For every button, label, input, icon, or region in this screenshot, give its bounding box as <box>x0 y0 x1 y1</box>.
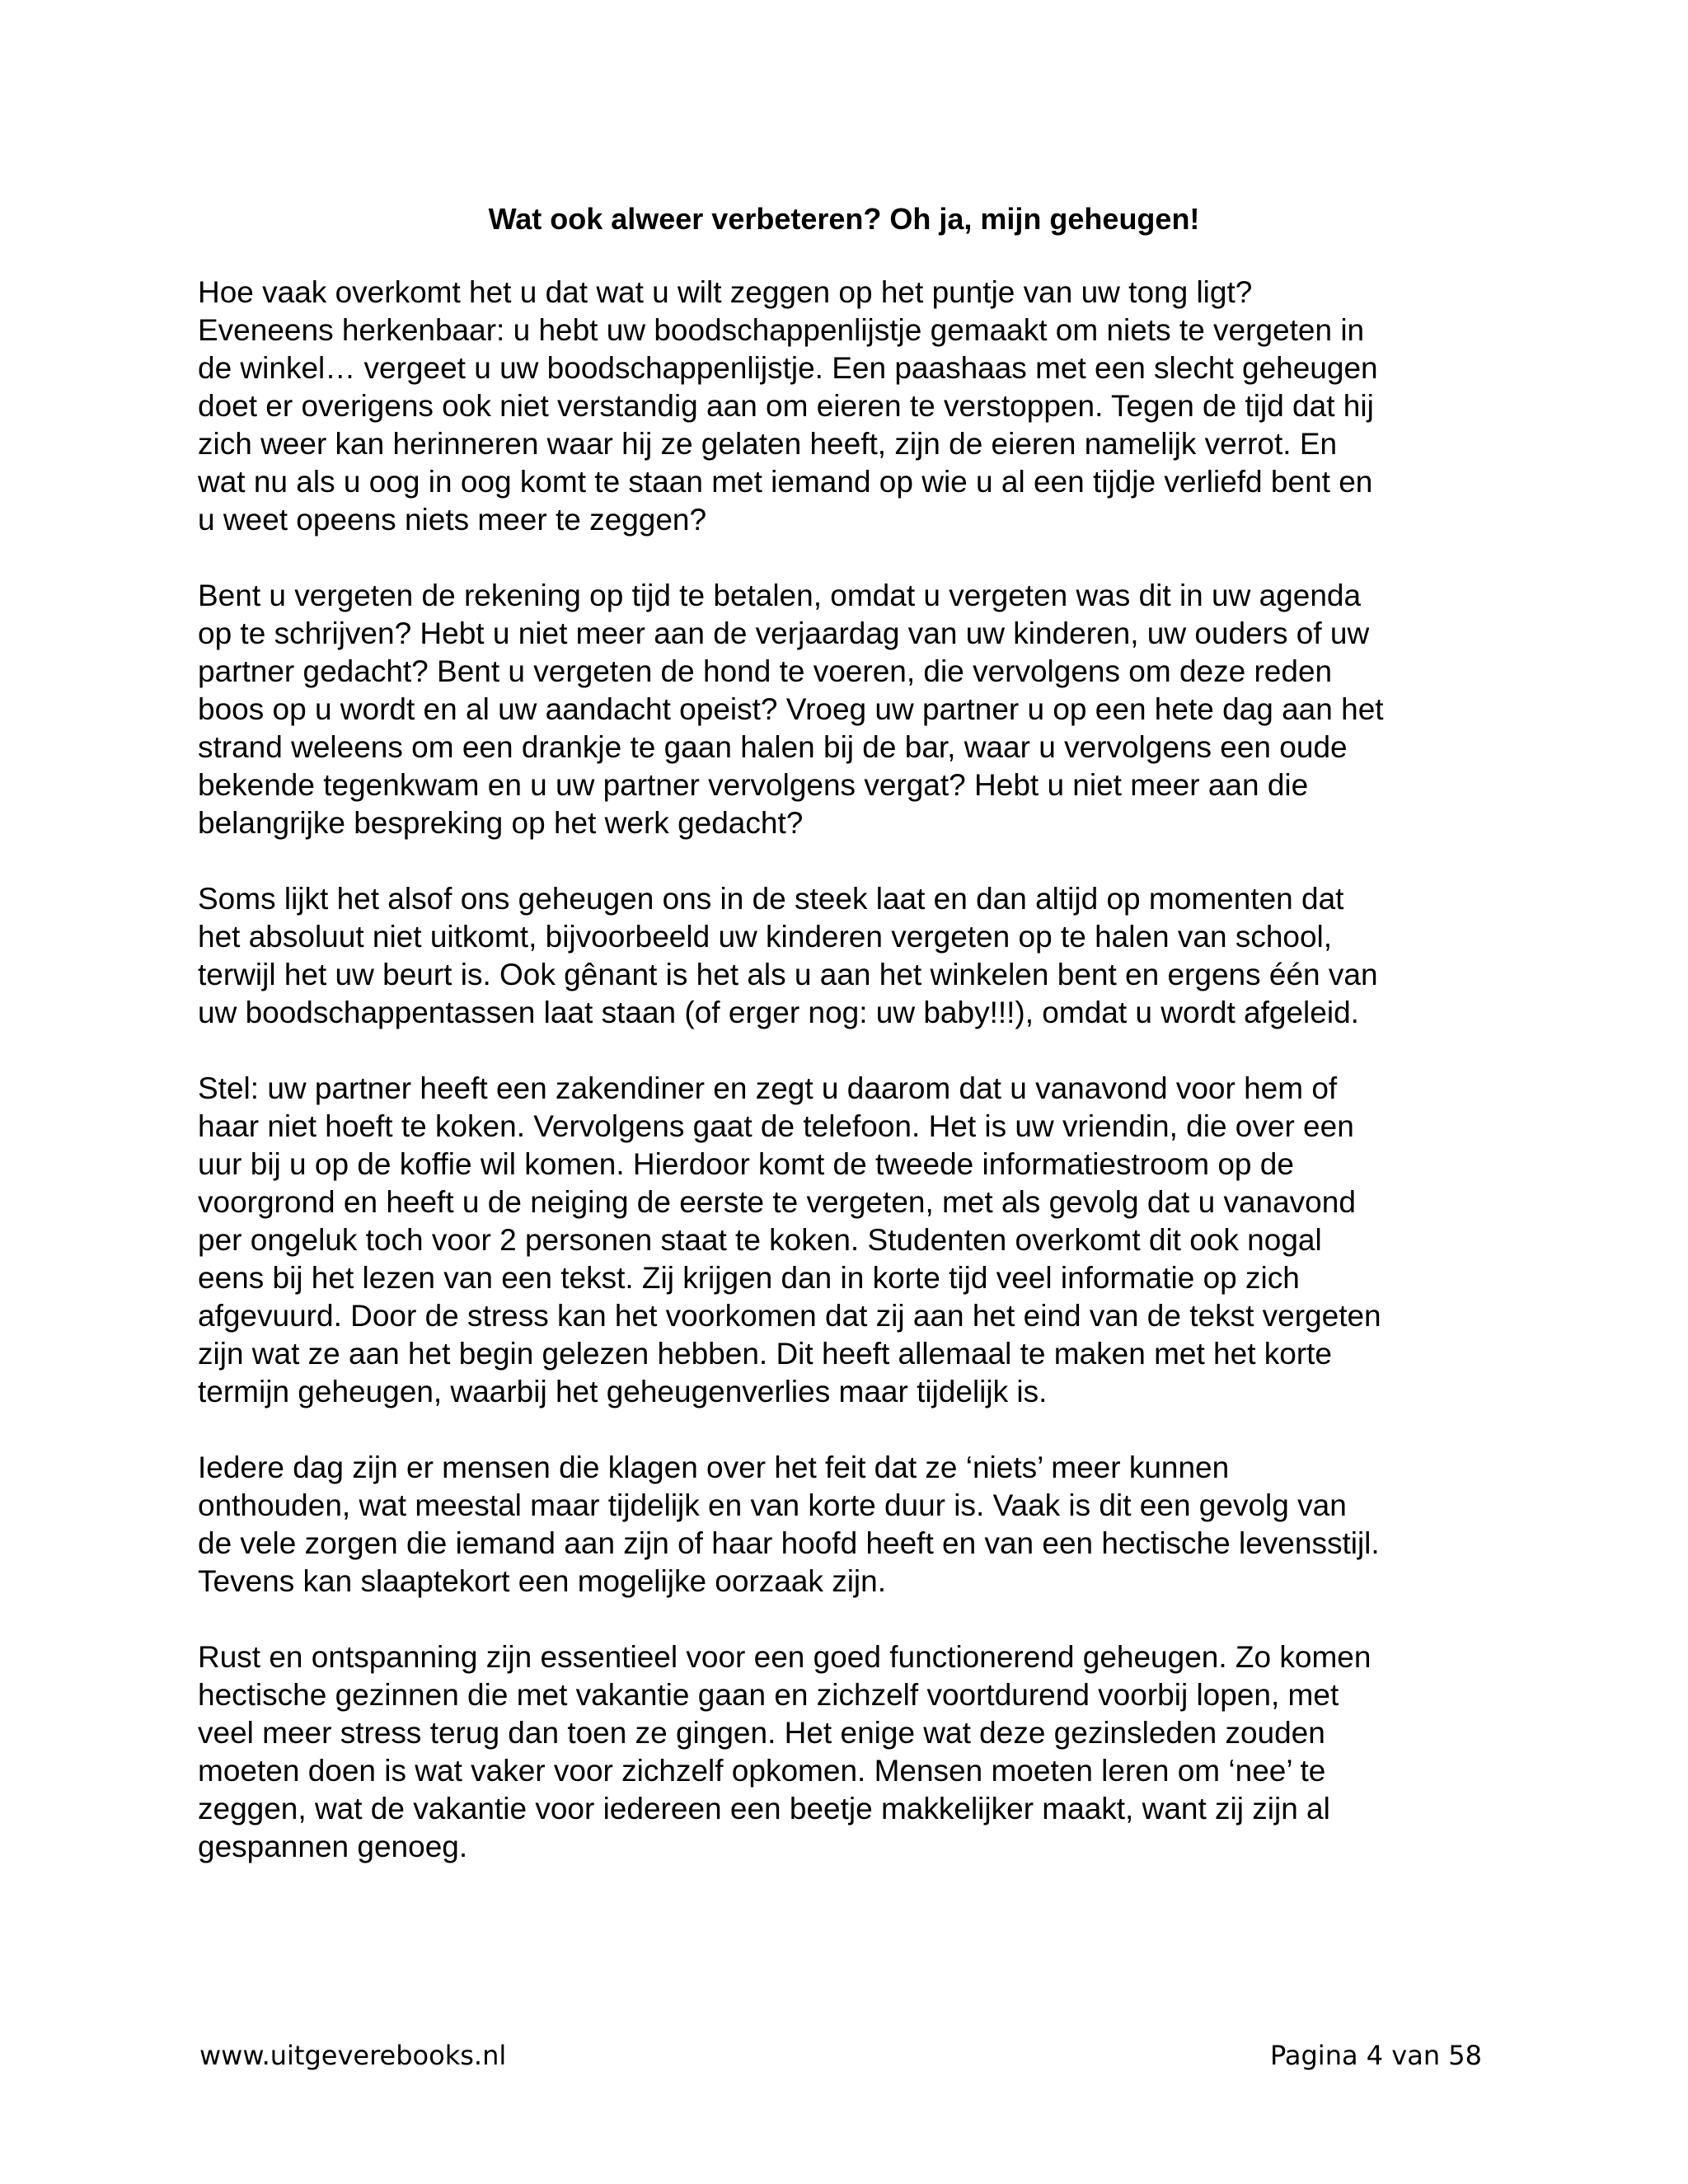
text-line: Stel: uw partner heeft een zakendiner en zegt u daarom dat u vanavond voor hem of <box>198 1071 1338 1105</box>
paragraph-3 <box>198 880 1517 1032</box>
text-line: Bent u vergeten de rekening op tijd te betalen, omdat u vergeten was dit in uw agenda <box>198 579 1362 612</box>
text-line: zich weer kan herinneren waar hij ze gelaten heeft, zijn de eieren namelijk verrot. En <box>198 427 1338 461</box>
text-line: wat nu als u oog in oog komt te staan met iemand op wie u al een tijdje verliefd bent en <box>198 465 1373 499</box>
text-line: eens bij het lezen van een tekst. Zij krijgen dan in korte tijd veel informatie op zich <box>198 1261 1300 1295</box>
text-line: gespannen genoeg. <box>198 1830 468 1863</box>
paragraph-2 <box>198 577 1517 842</box>
paragraph-5 <box>198 1449 1517 1601</box>
footer-page-number: Pagina 4 van 58 <box>1270 2040 1482 2071</box>
text-line: doet er overigens ook niet verstandig aan om eieren te verstoppen. Tegen de tijd dat hij <box>198 389 1374 423</box>
text-line: Hoe vaak overkomt het u dat wat u wilt zeggen op het puntje van uw tong ligt? <box>198 275 1253 309</box>
text-line: op te schrijven? Hebt u niet meer aan de verjaardag van uw kinderen, uw ouders of uw <box>198 616 1370 650</box>
text-line: u weet opeens niets meer te zeggen? <box>198 503 707 537</box>
text-line: partner gedacht? Bent u vergeten de hond te voeren, die vervolgens om deze reden <box>198 654 1333 688</box>
footer-website: www.uitgeverebooks.nl <box>199 2040 507 2071</box>
text-line: Soms lijkt het alsof ons geheugen ons in de steek laat en dan altijd op momenten dat <box>198 882 1344 916</box>
text-line: haar niet hoeft te koken. Vervolgens gaat de telefoon. Het is uw vriendin, die over een <box>198 1109 1354 1143</box>
text-line: afgevuurd. Door de stress kan het voorkomen dat zij aan het eind van de tekst vergeten <box>198 1299 1381 1333</box>
text-line: het absoluut niet uitkomt, bijvoorbeeld uw kinderen vergeten op te halen van school, <box>198 920 1333 954</box>
text-line: terwijl het uw beurt is. Ook gênant is het als u aan het winkelen bent en ergens één van <box>198 958 1378 991</box>
text-line: de vele zorgen die iemand aan zijn of haar hoofd heeft en van een hectische levensstijl. <box>198 1526 1380 1560</box>
text-line: onthouden, wat meestal maar tijdelijk en van korte duur is. Vaak is dit een gevolg van <box>198 1488 1347 1522</box>
text-line: hectische gezinnen die met vakantie gaan en zichzelf voortdurend voorbij lopen, met <box>198 1678 1339 1712</box>
text-line: boos op u wordt en al uw aandacht opeist? Vroeg uw partner u op een hete dag aan het <box>198 692 1384 726</box>
text-line: strand weleens om een drankje te gaan halen bij de bar, waar u vervolgens een oude <box>198 730 1348 764</box>
text-line: Tevens kan slaaptekort een mogelijke oorzaak zijn. <box>198 1564 887 1598</box>
text-line: Iedere dag zijn er mensen die klagen over het feit dat ze ‘niets’ meer kunnen <box>198 1451 1230 1484</box>
text-line: termijn geheugen, waarbij het geheugenverlies maar tijdelijk is. <box>198 1375 1048 1408</box>
text-line: bekende tegenkwam en u uw partner vervolgens vergat? Hebt u niet meer aan die <box>198 768 1309 802</box>
text-line: de winkel… vergeet u uw boodschappenlijstje. Een paashaas met een slecht geheugen <box>198 351 1378 385</box>
text-line: Eveneens herkenbaar: u hebt uw boodschappenlijstje gemaakt om niets te vergeten in <box>198 313 1365 347</box>
body-text <box>198 274 1517 1904</box>
text-line: uw boodschappentassen laat staan (of erger nog: uw baby!!!), omdat u wordt afgeleid. <box>198 996 1359 1029</box>
paragraph-6 <box>198 1638 1517 1866</box>
text-line: veel meer stress terug dan toen ze gingen. Het enige wat deze gezinsleden zouden <box>198 1716 1325 1750</box>
text-line: uur bij u op de koffie wil komen. Hierdoor komt de tweede informatiestroom op de <box>198 1147 1294 1181</box>
text-line: per ongeluk toch voor 2 personen staat te koken. Studenten overkomt dit ook nogal <box>198 1223 1322 1257</box>
text-line: Rust en ontspanning zijn essentieel voor een goed functionerend geheugen. Zo komen <box>198 1640 1372 1674</box>
text-line: voorgrond en heeft u de neiging de eerste te vergeten, met als gevolg dat u vanavond <box>198 1185 1356 1219</box>
page-title: Wat ook alweer verbeteren? Oh ja, mijn geheugen! <box>488 202 1200 236</box>
text-line: zijn wat ze aan het begin gelezen hebben. Dit heeft allemaal te maken met het korte <box>198 1337 1333 1371</box>
text-line: moeten doen is wat vaker voor zichzelf opkomen. Mensen moeten leren om ‘nee’ te <box>198 1754 1326 1788</box>
text-line: belangrijke bespreking op het werk gedacht? <box>198 806 804 840</box>
text-line: zeggen, wat de vakantie voor iedereen een beetje makkelijker maakt, want zij zijn al <box>198 1792 1330 1825</box>
paragraph-4 <box>198 1070 1517 1411</box>
paragraph-1 <box>198 274 1517 539</box>
